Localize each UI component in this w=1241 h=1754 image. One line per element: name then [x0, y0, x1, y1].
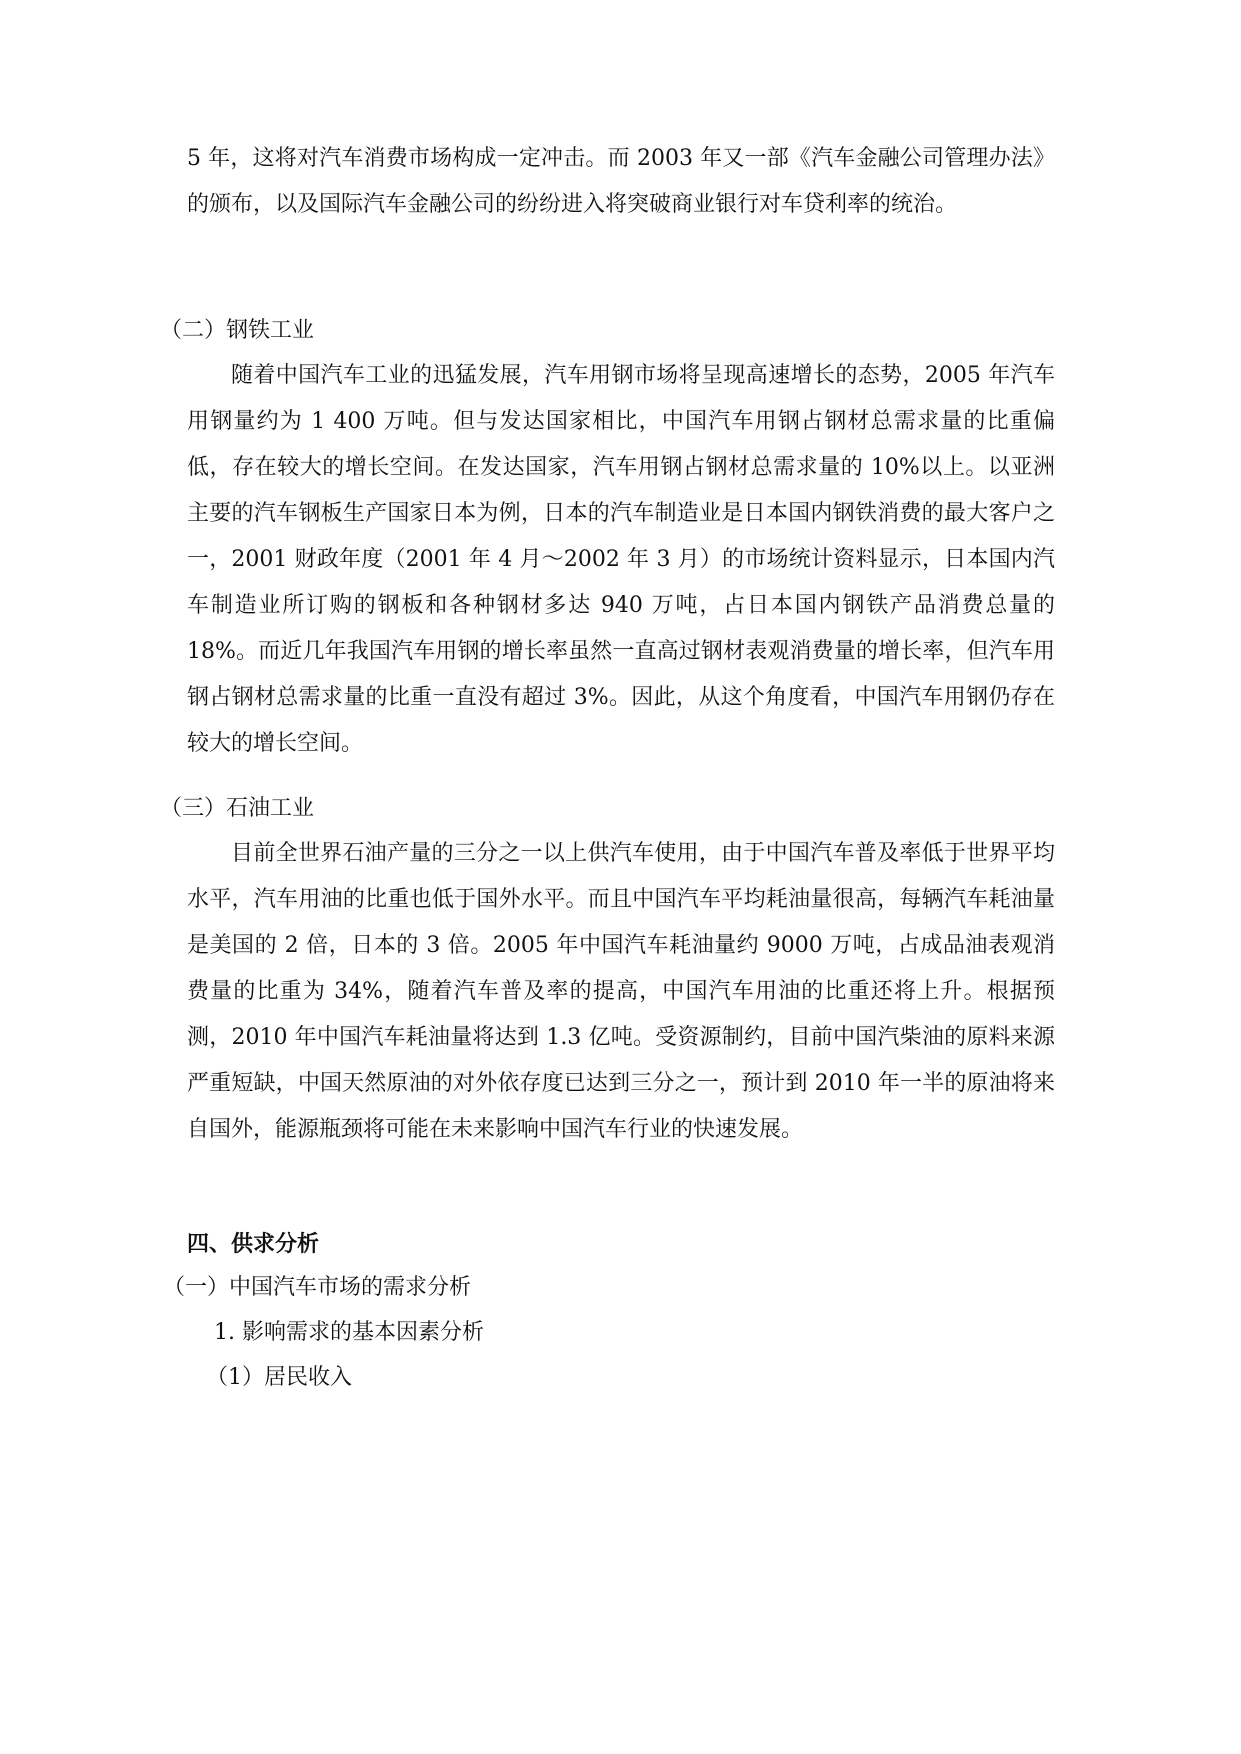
paragraph-intro: 5 年，这将对汽车消费市场构成一定冲击。而 2003 年又一部《汽车金融公司管理办法》的颁布，以及国际汽车金融公司的纷纷进入将突破商业银行对车贷利率的统治。 [187, 146, 1055, 217]
heading-supply-demand: 四、供求分析 [187, 1232, 320, 1257]
paragraph-steel-industry: 随着中国汽车工业的迅猛发展，汽车用钢市场将呈现高速增长的态势，2005 年汽车用钢量约为 1 400 万吨。但与发达国家相比，中国汽车用钢占钢材总需求量的比重偏低，存在较大的增长空间。在发达国家，汽车用钢占钢材总需求量的 10%以上。以亚洲主要的汽车钢板生产国家日本为例，日本的汽车制造业是日本国内钢铁消费的最大客户之一，2001 财政年度（2001 年 4 月～2002 年 3 月）的市场统计资料显示，日本国内汽车制造业所订购的钢板和各种钢材多达 940 万吨，占日本国内钢铁产品消费总量的 18%。而近几年我国汽车用钢的增长率虽然一直高过钢材表观消费量的增长率，但汽车用钢占钢材总需求量的比重一直没有超过 3%。因此，从这个角度看，中国汽车用钢仍存在较大的增长空间。 [187, 363, 1055, 756]
paragraph-oil-industry: 目前全世界石油产量的三分之一以上供汽车使用，由于中国汽车普及率低于世界平均水平，汽车用油的比重也低于国外水平。而且中国汽车平均耗油量很高，每辆汽车耗油量是美国的 2 倍，日本的 3 倍。2005 年中国汽车耗油量约 9000 万吨，占成品油表观消费量的比重为 34%，随着汽车普及率的提高，中国汽车用油的比重还将上升。根据预测，2010 年中国汽车耗油量将达到 1.3 亿吨。受资源制约，目前中国汽柴油的原料来源严重短缺，中国天然原油的对外依存度已达到三分之一，预计到 2010 年一半的原油将来自国外，能源瓶颈将可能在未来影响中国汽车行业的快速发展。 [187, 841, 1055, 1142]
subheading-resident-income: （1）居民收入 [206, 1365, 352, 1390]
heading-steel-industry: （二）钢铁工业 [160, 318, 315, 343]
heading-oil-industry: （三）石油工业 [160, 796, 315, 821]
subheading-demand-analysis: （一）中国汽车市场的需求分析 [163, 1275, 472, 1300]
subheading-demand-factors: 1. 影响需求的基本因素分析 [214, 1320, 484, 1345]
